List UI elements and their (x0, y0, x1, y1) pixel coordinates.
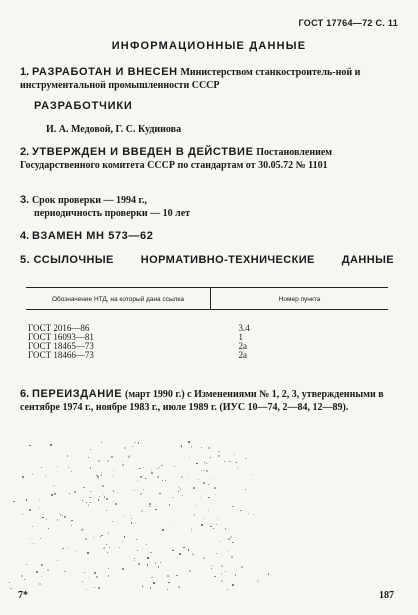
speck (21, 575, 23, 577)
speck (203, 482, 205, 484)
speck (236, 462, 237, 463)
speck (36, 571, 38, 573)
speck (137, 480, 138, 481)
speck (232, 542, 233, 543)
speck (103, 548, 104, 549)
speck (101, 472, 102, 473)
speck (180, 489, 181, 490)
speck (182, 495, 183, 496)
speck (101, 442, 102, 443)
speck (9, 582, 10, 583)
speck (206, 463, 207, 464)
speck (208, 510, 209, 511)
section-5-word-2: НОРМАТИВНО-ТЕХНИЧЕСКИЕ (140, 254, 315, 266)
speck (151, 470, 152, 471)
speck (62, 515, 63, 516)
speck (124, 536, 126, 538)
section-5-heading (20, 254, 394, 266)
speck (178, 586, 180, 588)
speck (106, 544, 107, 545)
speck (151, 472, 153, 474)
table-row (26, 351, 388, 360)
section-4-heading: ВЗАМЕН МН 573—62 (31, 230, 154, 242)
section-2-number: 2. (20, 146, 30, 158)
speck (40, 538, 41, 539)
speck (46, 518, 47, 519)
speck (147, 557, 148, 558)
speck (191, 446, 192, 447)
speck (248, 513, 249, 514)
speck (108, 575, 109, 576)
speck (208, 497, 210, 499)
speck (150, 552, 152, 554)
speck (214, 487, 215, 488)
section-3-line-2: периодичность проверки — 10 лет (34, 208, 191, 219)
speck (43, 568, 45, 570)
speck (111, 456, 112, 457)
speck (230, 536, 232, 538)
speck (221, 573, 222, 574)
speck (132, 490, 133, 491)
speck (237, 467, 238, 468)
speck (183, 547, 184, 548)
speck (188, 441, 190, 443)
section-6-heading: ПЕРЕИЗДАНИЕ (31, 388, 123, 400)
speck (138, 442, 139, 443)
speck (228, 538, 230, 540)
speck (86, 589, 87, 590)
speck (64, 516, 66, 518)
speck (225, 528, 227, 530)
speck (149, 503, 151, 505)
speck (56, 466, 57, 467)
speck (128, 456, 130, 458)
speck (241, 566, 243, 568)
speck (227, 551, 228, 552)
speck (122, 464, 124, 466)
speck (167, 589, 168, 590)
standard-header: ГОСТ 17764—72 С. 11 (298, 18, 398, 28)
speck (245, 458, 246, 459)
speck (162, 529, 163, 530)
speck (153, 582, 155, 584)
speck (210, 526, 212, 528)
speck (39, 583, 41, 585)
developers-names: И. А. Медовой, Г. С. Кудинова (46, 124, 182, 135)
speck (97, 476, 99, 478)
references-table (26, 287, 388, 360)
speck (146, 544, 147, 545)
speck (90, 502, 91, 503)
speck (225, 571, 226, 572)
speck (212, 565, 213, 566)
speck (39, 508, 40, 509)
speck (93, 537, 94, 538)
table-cell-item: 2а (238, 341, 247, 351)
section-3-line-1: Срок проверки — 1994 г., (31, 195, 147, 206)
speck (30, 538, 31, 539)
speck (113, 501, 114, 502)
speck (88, 577, 89, 578)
speck (219, 541, 220, 542)
speck (240, 510, 242, 512)
speck (224, 461, 225, 462)
speck (107, 552, 108, 553)
section-6-number: 6. (20, 388, 30, 400)
speck (189, 570, 191, 572)
speck (194, 514, 195, 515)
section-6 (20, 388, 394, 414)
speck (50, 444, 51, 445)
speck (122, 541, 123, 542)
speck (113, 490, 114, 491)
table-cell-item: 2а (238, 350, 247, 360)
speck (131, 518, 132, 519)
footer-mark: 7* (18, 590, 28, 601)
speck (140, 476, 142, 478)
speck (67, 455, 68, 456)
speck (218, 455, 220, 457)
speck (98, 587, 100, 589)
speck (48, 528, 49, 529)
speck (139, 468, 141, 470)
speck (134, 558, 135, 559)
speck (210, 457, 211, 458)
speck (85, 538, 87, 540)
speck (232, 584, 233, 585)
speck (155, 509, 156, 510)
speck (140, 493, 142, 495)
page-title: ИНФОРМАЦИОННЫЕ ДАННЫЕ (111, 40, 307, 52)
speck (82, 500, 83, 501)
speck (196, 505, 197, 506)
speck (157, 476, 159, 478)
speck (253, 514, 254, 515)
speck (227, 589, 228, 590)
speck (179, 487, 180, 488)
speck (189, 457, 190, 458)
speck (86, 502, 87, 503)
speck (108, 532, 109, 533)
speck (181, 476, 183, 478)
speck (211, 568, 212, 569)
section-5-word-3: ДАННЫЕ (341, 254, 394, 266)
speck (41, 467, 42, 468)
speck (134, 490, 135, 491)
speck (106, 510, 107, 511)
speck (203, 557, 205, 559)
speck (98, 499, 100, 501)
speck (193, 487, 195, 489)
table-cell-document: ГОСТ 16093—81 (28, 332, 94, 342)
speck (107, 460, 109, 462)
speck (257, 582, 258, 583)
speck (213, 528, 214, 529)
speck (112, 521, 113, 522)
speck (167, 575, 169, 577)
speck (60, 514, 61, 515)
speck (115, 503, 117, 505)
section-3 (20, 194, 394, 220)
speck (177, 557, 178, 558)
table-cell-item: 3.4 (238, 323, 250, 333)
speck (151, 577, 152, 578)
section-2-text: Постановлением Государственного комитета СССР по стандартам от 30.05.72 № 1101 (20, 147, 333, 171)
speck (119, 547, 120, 548)
speck (234, 454, 235, 455)
speck (134, 442, 135, 443)
speck (83, 529, 84, 530)
speck (216, 524, 217, 525)
speck (68, 467, 69, 468)
table-cell-item: 1 (238, 332, 243, 342)
table-header-item: Номер пункта (211, 288, 389, 310)
speck (88, 506, 89, 507)
speck (29, 445, 31, 447)
speck (165, 480, 166, 481)
speck (90, 491, 91, 492)
speck (102, 485, 104, 487)
speck (147, 564, 149, 566)
speck (231, 556, 233, 558)
speck (29, 509, 31, 511)
speck (143, 467, 144, 468)
speck (83, 487, 85, 489)
speck (117, 492, 118, 493)
section-1-number: 1. (20, 66, 30, 78)
speck (32, 526, 33, 527)
speck (26, 499, 28, 501)
speck (71, 471, 72, 472)
speck (32, 473, 33, 474)
speck (251, 474, 253, 476)
speck (172, 497, 173, 498)
speck (158, 566, 160, 568)
speck (53, 485, 54, 486)
speck (174, 466, 175, 467)
speck (57, 560, 58, 561)
speck (181, 445, 182, 446)
speck (214, 576, 216, 578)
speck (169, 504, 171, 506)
speck (109, 547, 110, 548)
developers-heading: РАЗРАБОТЧИКИ (34, 100, 133, 112)
speck (76, 551, 77, 552)
section-2 (20, 146, 394, 172)
speck (235, 574, 236, 575)
speck (42, 517, 44, 519)
speck (229, 461, 231, 463)
speck (123, 515, 124, 516)
speck (47, 569, 49, 571)
speck (141, 510, 143, 512)
table-cell-document: ГОСТ 18465—73 (28, 341, 94, 351)
speck (136, 539, 137, 540)
speck (196, 463, 197, 464)
speck (87, 552, 89, 554)
speck (204, 470, 205, 471)
speck (162, 480, 163, 481)
speck (134, 560, 135, 561)
speck (101, 535, 103, 537)
speck (138, 563, 139, 564)
speck (88, 504, 89, 505)
section-1-heading: РАЗРАБОТАН И ВНЕСЕН (31, 66, 178, 78)
speck (57, 519, 59, 521)
section-3-number: 3. (20, 194, 30, 206)
speck (150, 587, 151, 588)
speck (217, 518, 218, 519)
speck (41, 576, 42, 577)
speck (22, 479, 23, 480)
speck (204, 518, 205, 519)
speck (106, 498, 108, 500)
speck (51, 494, 53, 496)
section-6-text: (март 1990 г.) с Изменениями № 1, 2, 3, утвержденными в сентябре 1974 г., ноябре 1983 г., июле 1989 г. (ИУС 10—74, 2—84, 12—89). (20, 389, 384, 413)
section-4-number: 4. (20, 230, 30, 242)
speck (94, 572, 96, 574)
speck (191, 530, 192, 531)
speck (205, 489, 206, 490)
section-5-number: 5. (20, 254, 30, 266)
section-2-heading: УТВЕРЖДЕН И ВВЕДЕН В ДЕЙСТВИЕ (31, 146, 254, 158)
speck (71, 525, 72, 526)
speck (198, 479, 199, 480)
speck (161, 465, 162, 466)
speck (88, 457, 89, 458)
speck (137, 550, 138, 551)
speck (96, 576, 98, 578)
speck (68, 547, 69, 548)
speck (94, 587, 95, 588)
speck (62, 548, 63, 549)
speck (160, 562, 161, 563)
speck (200, 497, 201, 498)
table-cell-document: ГОСТ 2016—86 (28, 323, 90, 333)
speck (201, 470, 202, 471)
speck (178, 491, 179, 492)
speck (122, 568, 124, 570)
section-1-text: Министерством станкостроитель-ной и инструментальной промышленности СССР (20, 67, 361, 91)
speck (218, 451, 219, 452)
speck (168, 582, 169, 583)
speck (132, 446, 133, 447)
speck (64, 571, 66, 573)
speck (39, 499, 40, 500)
speck (170, 525, 171, 526)
speck (112, 476, 113, 477)
speck (193, 554, 195, 556)
speck (90, 467, 91, 468)
speck (201, 524, 203, 526)
table-row (26, 310, 388, 334)
speck (71, 520, 72, 521)
speck (13, 501, 14, 502)
speck (245, 489, 246, 490)
speck (69, 493, 70, 494)
speck (155, 562, 157, 564)
speck (130, 515, 131, 516)
speck (101, 474, 102, 475)
speck (129, 455, 130, 456)
speck (54, 493, 56, 495)
table-header-document: Обозначение НТД, на который дана ссылка (26, 288, 211, 310)
speck (221, 565, 223, 567)
speck (142, 586, 144, 588)
speck (143, 489, 144, 490)
speck (131, 522, 133, 524)
speck (221, 580, 223, 582)
speck (89, 497, 91, 499)
speck (82, 581, 83, 582)
speck (172, 550, 173, 551)
speck (108, 568, 109, 569)
speck (206, 470, 208, 472)
speck (74, 491, 76, 493)
table-cell-document: ГОСТ 18466—73 (28, 350, 94, 360)
speck (201, 447, 202, 448)
section-4 (20, 230, 394, 243)
speck (149, 506, 150, 507)
speck (208, 484, 209, 485)
speck (204, 462, 205, 463)
speck (124, 447, 126, 449)
speck (45, 476, 46, 477)
speck (22, 476, 24, 478)
speck (215, 494, 216, 495)
speck (210, 479, 212, 481)
speck (104, 496, 106, 498)
section-1 (20, 66, 394, 92)
speck (179, 553, 181, 555)
speck (208, 447, 210, 449)
speck (232, 506, 234, 508)
speck (84, 572, 85, 573)
speck (24, 579, 25, 580)
speck (159, 493, 161, 495)
section-5-word-1: ССЫЛОЧНЫЕ (33, 254, 114, 266)
speck (22, 514, 24, 516)
speck (188, 549, 189, 550)
speck (159, 467, 160, 468)
speck (122, 461, 123, 462)
speck (90, 449, 91, 450)
speck (191, 528, 192, 529)
speck (187, 477, 189, 479)
speck (99, 496, 100, 497)
speck (33, 543, 34, 544)
page-number: 187 (379, 590, 394, 601)
speck (157, 468, 158, 469)
speck (10, 588, 11, 589)
speck (216, 553, 217, 554)
speck (268, 573, 270, 575)
speck (41, 564, 43, 566)
speck (98, 460, 100, 462)
speck (113, 470, 114, 471)
speck (26, 564, 27, 565)
speck (176, 575, 178, 577)
speck (104, 547, 106, 549)
speck (145, 478, 146, 479)
